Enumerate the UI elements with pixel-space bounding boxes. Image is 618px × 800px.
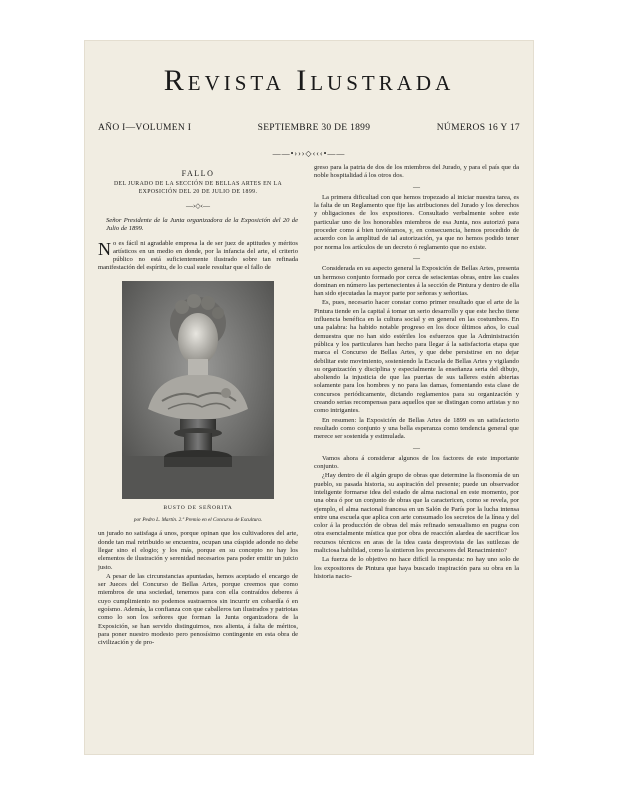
paragraph-text: o es fácil ni agradable empresa la de ser juez de aptitudes y méritos artísticos en un medio en donde, por la infancia del arte, el criterio público no está suficientemente ilustrado sobre tan refinada manifestación del espíritu, de lo cual suele resultar que el fallo de — [98, 239, 298, 272]
bust-photo — [122, 281, 274, 499]
issue-date: SEPTIEMBRE 30 DE 1899 — [257, 123, 371, 133]
figure-credit: por Pedro L. Martín. 2.º Premio en el Concurso de Escultura. — [133, 517, 263, 524]
issue-numbers: NÚMEROS 16 Y 17 — [436, 123, 520, 133]
masthead-title: Revista Ilustrada — [163, 64, 455, 97]
issue-line — [98, 122, 520, 134]
header-ornament: ——•›››◇‹‹‹•—— — [272, 149, 346, 158]
paragraph: La primera dificultad con que hemos tropezado al iniciar nuestra tarea, es la falta de un Reglamento que fije las atribuciones del Jurado y los derechos y obligaciones de los expositores. Consultado verbalmente sobre este particular uno de los honorables miembros de esa Junta, nos autorizó para proceder como á bien tuviéramos, y, en consecuencia, hemos procedido de acuerdo con la amplitud de tal autorización, ya que no hemos podido tener por norma los artículos de un decreto ó reglamento que no existe. — [314, 193, 519, 251]
drop-cap: N — [98, 238, 111, 259]
paragraph: Considerada en su aspecto general la Exposición de Bellas Artes, presenta un hermoso conjunto formado por cerca de seiscientas obras, entre las cuales dominan en número las pertenecientes á la sección de Pintura y dentro de ella han sido ejecutadas la mayor parte por señoras y señoritas. — [314, 265, 519, 298]
separator: — — [413, 253, 420, 262]
salutation: Señor Presidente de la Junta organizadora de la Exposición del 20 de Julio de 1899. — [106, 216, 298, 233]
paragraph: un jurado no satisfaga á unos, porque opinan que los cultivadores del arte, donde tan mal retribuido se encuentra, ocupan una cúspide adonde no debe llegar sino el elogio; y los más, porque en su concepto no hay los elementos de ilustración y serenidad necesarios para poder emitir un juicio justo. — [98, 530, 298, 571]
article-title: FALLO — [181, 169, 215, 178]
paragraph: En resumen: la Exposición de Bellas Artes de 1899 es un satisfactorio resultado como conjunto y una bella esperanza como tendencia general que merece ser sostenida y estimulada. — [314, 416, 519, 441]
paragraph: Es, pues, necesario hacer constar como primer resultado que el arte de la Pintura tiende en la capital á tomar un serio desarrollo y que este hecho tiene influencia benéfica en la cultura social y en general en las costumbres. En una palabra: ha habido notable progreso en los doce últimos años, lo cual demuestra que no han sido estériles los esfuerzos que la Administración pública y los particulares han hecho para llegar á la satisfactoria etapa que marca el Concurso de Bellas Artes, y que debe persistirse en no dejar debilitar este movimiento, sosteniendo la Escuela de Bellas Artes y vigilando su organización y disciplina y especialmente la enseñanza seria del dibujo, aboliendo la injusticia de que las puertas de sus talleres estén abiertas solamente para los hombres y no para las damas, fomentando esta clase de concursos periódicamente, dictando reglamentos para su organización y creando serias recompensas para aquellos que se distingan como artistas y no como intrigantes. — [314, 299, 519, 415]
paragraph: A pesar de las circunstancias apuntadas, hemos aceptado el encargo de ser Jueces del Concurso de Bellas Artes, porque creemos que como miembros de una sociedad, tenemos para con ella contraídos deberes á cuyo cumplimiento no podemos sustraernos sin incurrir en cobardía ó en egoísmo. Además, la confianza con que caballeros tan ilustrados y patriotas como lo son los señores que forman la Junta organizadora de la Exposición, se han servido distinguirnos, nos alienta, á falta de méritos, para poner nuestro modesto pero penosísimo contingente en esta obra de civilización y de pro- — [98, 572, 298, 647]
paragraph: La fuerza de lo objetivo no hace difícil la respuesta: no hay uno solo de los expositores de Pintura que haya buscado inspiración para su obra en la historia nacio- — [314, 556, 519, 580]
volume-label: AÑO I—VOLUMEN I — [98, 123, 192, 133]
separator: — — [413, 182, 420, 191]
article-subtitle: DEL JURADO DE LA SECCIÓN DE BELLAS ARTES EN LA EXPOSICIÓN DEL 20 DE JULIO DE 1899. — [113, 181, 283, 195]
newspaper-page — [84, 40, 534, 755]
paragraph: Vamos ahora á considerar algunos de los factores de este importante conjunto. — [314, 454, 519, 471]
figure-caption: BUSTO DE SEÑORITA — [163, 504, 233, 511]
right-column — [314, 164, 519, 582]
section-ornament: —›◇‹— — [185, 202, 211, 211]
paragraph: ¿Hay dentro de él algún grupo de obras que determine la fisonomía de un pueblo, su pasada historia, su aspiración del presente; puede un observador inteligente formarse idea del estado de alma nacional en este momento, por una obra ó por un conjunto de obras que la caractericen, como se revela, por ejemplo, el alma nacional francesa en un Salón de París por la lucha intensa entre una escuela que aplica con arte consumado los secretos de la línea y del color á la producción de obras del más refinado sensualismo en pugna con otra esencialmente mística que por obra de reacción alardea de sacrificar los recursos técnicos en aras de la idea casta desprovista de las sutilezas de maliciosa habilidad, como la sintieron los precursores del Renacimiento? — [314, 472, 519, 555]
paragraph — [98, 240, 298, 273]
separator: — — [413, 443, 420, 452]
left-column — [98, 164, 298, 649]
paragraph: greso para la patria de dos de los miembros del Jurado, y para el país que da noble hospitalidad á los otros dos. — [314, 164, 519, 180]
bust-figure — [98, 281, 298, 525]
